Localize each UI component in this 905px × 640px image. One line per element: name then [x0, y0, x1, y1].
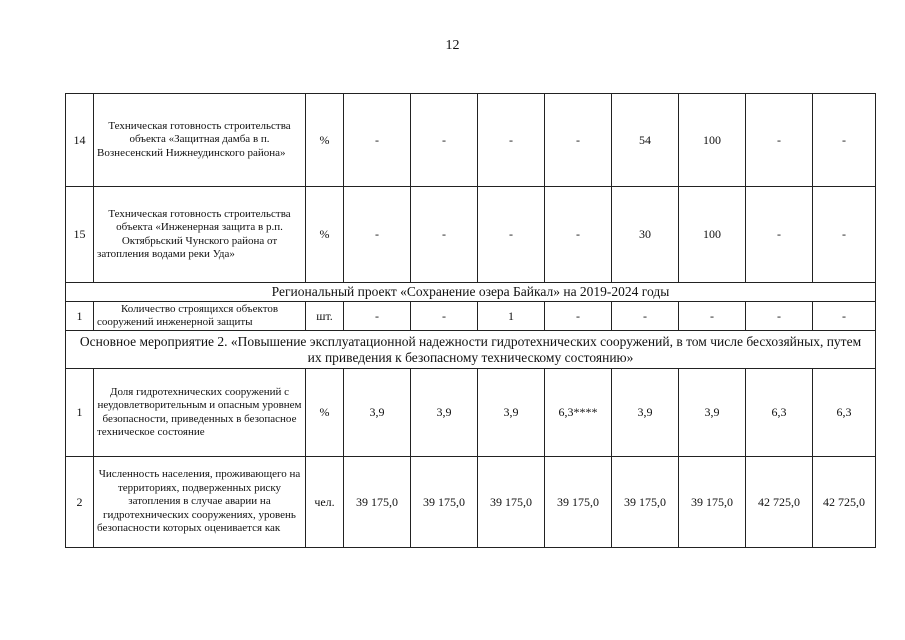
unit-cell: %	[306, 187, 344, 283]
value-cell: 100	[679, 94, 746, 187]
value-cell: -	[679, 302, 746, 331]
section-row	[66, 331, 876, 369]
value-cell: 3,9	[344, 369, 411, 457]
value-cell: 39 175,0	[411, 457, 478, 548]
value-cell: 3,9	[478, 369, 545, 457]
value-cell: -	[746, 302, 813, 331]
value-cell: -	[344, 187, 411, 283]
value-cell: 100	[679, 187, 746, 283]
page-number: 12	[445, 38, 460, 53]
indicator-name: Доля гидротехнических сооружений с неудовлетворительным и опасным уровнем безопасности, приведенных в безопасное техническое состояние	[94, 369, 306, 457]
value-cell: 3,9	[679, 369, 746, 457]
value-cell: 39 175,0	[478, 457, 545, 548]
table-row	[66, 457, 876, 548]
unit-cell: %	[306, 369, 344, 457]
table-row	[66, 187, 876, 283]
indicator-name: Техническая готовность строительства объекта «Защитная дамба в п. Вознесенский Нижнеудинского района»	[94, 94, 306, 187]
unit-cell: шт.	[306, 302, 344, 331]
value-cell: -	[411, 187, 478, 283]
indicator-name: Численность населения, проживающего на территориях, подверженных риску затопления в случае аварии на гидротехнических сооружениях, уровень безопасности которых оценивается как	[94, 457, 306, 548]
value-cell: -	[746, 94, 813, 187]
value-cell: -	[545, 94, 612, 187]
section-row	[66, 283, 876, 302]
value-cell: 54	[612, 94, 679, 187]
value-cell: 3,9	[612, 369, 679, 457]
section-heading: Региональный проект «Сохранение озера Байкал» на 2019-2024 годы	[66, 283, 876, 302]
table-row	[66, 369, 876, 457]
indicators-table	[65, 93, 876, 548]
table-row	[66, 302, 876, 331]
value-cell: 1	[478, 302, 545, 331]
value-cell: 39 175,0	[679, 457, 746, 548]
value-cell: 6,3	[813, 369, 876, 457]
value-cell: -	[746, 187, 813, 283]
value-cell: 6,3	[746, 369, 813, 457]
value-cell: -	[612, 302, 679, 331]
row-number: 14	[66, 94, 94, 187]
value-cell: -	[344, 302, 411, 331]
value-cell: -	[545, 302, 612, 331]
unit-cell: %	[306, 94, 344, 187]
value-cell: -	[813, 302, 876, 331]
value-cell: 3,9	[411, 369, 478, 457]
value-cell: -	[411, 94, 478, 187]
value-cell: -	[813, 94, 876, 187]
table-row	[66, 94, 876, 187]
value-cell: 6,3****	[545, 369, 612, 457]
value-cell: 42 725,0	[813, 457, 876, 548]
value-cell: 39 175,0	[545, 457, 612, 548]
value-cell: -	[478, 187, 545, 283]
row-number: 15	[66, 187, 94, 283]
row-number: 1	[66, 369, 94, 457]
unit-cell: чел.	[306, 457, 344, 548]
value-cell: -	[545, 187, 612, 283]
value-cell: -	[411, 302, 478, 331]
value-cell: -	[478, 94, 545, 187]
value-cell: -	[344, 94, 411, 187]
value-cell: 30	[612, 187, 679, 283]
indicator-name: Техническая готовность строительства объекта «Инженерная защита в р.п. Октябрьский Чунского района от затопления водами реки Уда»	[94, 187, 306, 283]
row-number: 2	[66, 457, 94, 548]
section-heading: Основное мероприятие 2. «Повышение эксплуатационной надежности гидротехнических сооружений, в том числе бесхозяйных, путем их приведения к безопасному техническому состоянию»	[66, 331, 876, 369]
indicator-name: Количество строящихся объектов сооружений инженерной защиты	[94, 302, 306, 331]
value-cell: 39 175,0	[344, 457, 411, 548]
value-cell: -	[813, 187, 876, 283]
value-cell: 39 175,0	[612, 457, 679, 548]
row-number: 1	[66, 302, 94, 331]
value-cell: 42 725,0	[746, 457, 813, 548]
